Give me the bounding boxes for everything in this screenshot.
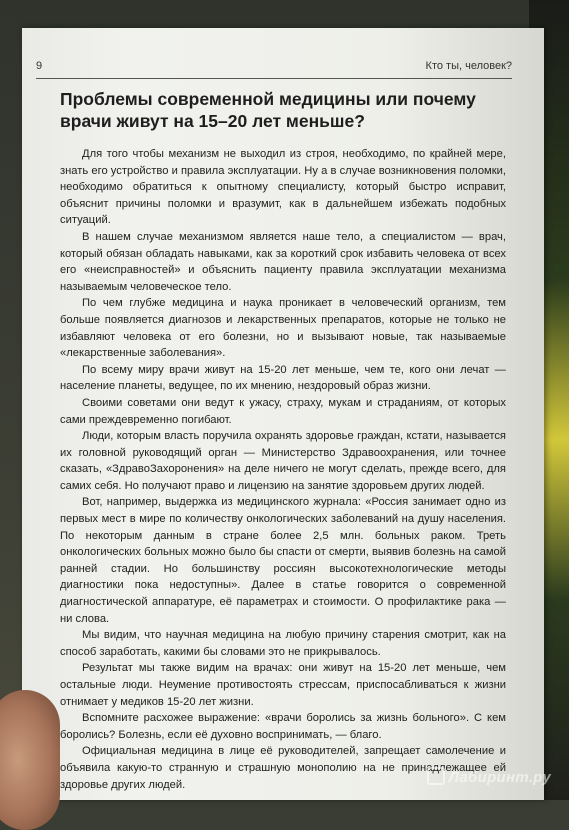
watermark-text: Лабиринт.ру	[448, 769, 551, 786]
paragraph: Вот, например, выдержка из медицинского журнала: «Россия занимает одно из первых мест в мире по количеству онкологических заболеваний на душу населения. По некоторым данным в стране более 2,5 млн. больных раком. Треть онкологических больных можно было бы спасти от смерти, выявив болезнь на самой ранней стадии. Но большинству россиян высокотехнологические методы диагностики пока недоступны». Далее в статье говорится о современной диагностической аппаратуре, её параметрах и стоимости. О профилактике рака — ни слова.	[60, 496, 506, 625]
paragraph: Официальная медицина в лице её руководителей, запрещает самолечение и объявила какую-то странную и страшную монополию на не принадлежащее ей здоровье других людей.	[60, 745, 506, 791]
paragraph: Люди, которым власть поручила охранять здоровье граждан, кстати, называется их головной руководящий орган — Министерство Здравоохранения, или точнее сказать, «ЗдравоЗахоронения» на деле ничего не могут сделать, прежде всего, для самих себя. Но получают право и лицензию на занятие здоровьем других людей.	[60, 430, 506, 492]
paragraph: В нашем случае механизмом является наше тело, а специалистом — врач, который обязан обладать навыками, как за короткий срок избавить человека от всех его «неисправностей» и объяснить пациенту правила эксплуатации механизма называемым человеческое тело.	[60, 230, 506, 293]
running-head: Кто ты, человек?	[425, 60, 512, 72]
page-number: 9	[36, 60, 43, 72]
thumb	[0, 690, 60, 830]
paragraph: Вспомните расхожее выражение: «врачи боролись за жизнь больного». С кем боролись? Болезнь, если её духовно воспринимать, — благо.	[60, 712, 506, 741]
book-page	[22, 28, 544, 800]
paragraph: Мы видим, что научная медицина на любую причину старения смотрит, как на способ заработать, какими бы словами это не прикрывалось.	[60, 629, 506, 658]
labirint-logo-icon	[427, 767, 445, 785]
paragraph: По всему миру врачи живут на 15-20 лет меньше, чем те, кого они лечат — население планеты, ведущее, по их мнению, нездоровый образ жизни.	[60, 363, 506, 393]
body-text	[60, 146, 506, 793]
watermark	[427, 767, 551, 786]
paragraph: Результат мы также видим на врачах: они живут на 15-20 лет меньше, чем остальные люди. Неумение противостоять стрессам, приспосабливаться к жизни отнимает у медиков 15-20 лет жизни.	[60, 662, 506, 708]
paragraph: Для того чтобы механизм не выходил из строя, необходимо, по крайней мере, знать его устройство и правила эксплуатации. Ну а в случае возникновения поломки, необходимо обратиться к опытному специалисту, который быстро исправит, объяснит причины поломки и вразумит, как в дальнейшем избежать подобных ситуаций.	[60, 148, 506, 227]
chapter-title: Проблемы современной медицины или почему врачи живут на 15–20 лет меньше?	[60, 89, 476, 131]
page-header	[36, 58, 512, 79]
paragraph: Своими советами они ведут к ужасу, страху, мукам и страданиям, от которых сами преждевременно погибают.	[60, 396, 506, 426]
paragraph: По чем глубже медицина и наука проникает в человеческий организм, тем больше появляется диагнозов и лекарственных препаратов, которые не только не избавляют человека от его болезни, но и вызывают новые, так называемые «лекарственные заболевания».	[60, 297, 506, 360]
